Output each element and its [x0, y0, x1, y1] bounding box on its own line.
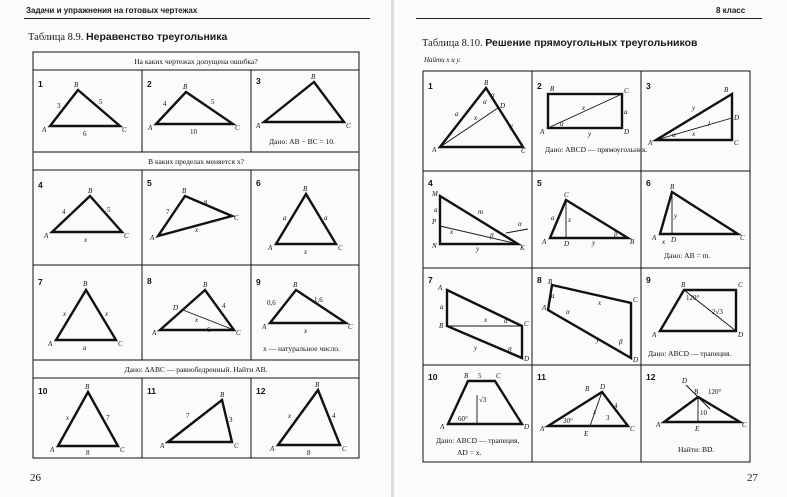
svg-text:D: D — [682, 377, 688, 385]
svg-text:x: x — [568, 216, 572, 224]
svg-text:l: l — [708, 120, 710, 128]
svg-text:x: x — [450, 228, 454, 236]
svg-text:C: C — [740, 234, 745, 242]
svg-text:a: a — [283, 214, 287, 222]
svg-text:B: B — [681, 281, 686, 289]
svg-text:A: A — [50, 446, 55, 454]
svg-text:x: x — [484, 316, 488, 324]
svg-text:4: 4 — [614, 402, 618, 410]
svg-text:5: 5 — [211, 98, 215, 106]
left-heading-1: На каких чертежах допущена ошибка? — [134, 57, 258, 66]
triangle-figure — [264, 82, 344, 122]
problem-number: 5 — [537, 178, 542, 188]
right-problem-2 — [537, 81, 648, 154]
right-running-header: 8 класс — [716, 6, 746, 15]
problem-caption: Дано: ABCD — трапеция. — [648, 349, 732, 358]
svg-text:√3: √3 — [479, 396, 487, 404]
svg-text:y: y — [592, 239, 596, 247]
left-page-number: 26 — [30, 472, 41, 484]
right-problem-6 — [646, 178, 745, 260]
svg-text:7: 7 — [186, 412, 190, 420]
svg-text:x: x — [195, 316, 199, 324]
svg-text:x: x — [582, 104, 586, 112]
svg-text:a: a — [455, 110, 459, 118]
triangle-figure — [160, 290, 234, 330]
right-problem-7 — [428, 275, 529, 363]
svg-text:A: A — [438, 284, 443, 292]
right-problem-9 — [646, 275, 743, 358]
svg-text:B: B — [630, 238, 635, 246]
svg-text:B: B — [439, 322, 444, 330]
svg-text:3: 3 — [229, 416, 233, 424]
svg-text:C: C — [342, 445, 347, 453]
svg-text:D: D — [564, 240, 570, 248]
svg-text:A: A — [440, 423, 445, 431]
svg-text:C: C — [346, 122, 351, 130]
svg-text:D: D — [173, 304, 179, 312]
svg-text:B: B — [484, 79, 489, 87]
svg-text:y: y — [692, 104, 696, 112]
svg-text:x: x — [105, 310, 109, 318]
left-problem-4 — [38, 180, 129, 244]
svg-text:1,6: 1,6 — [314, 296, 323, 304]
svg-text:D: D — [633, 356, 639, 364]
svg-text:C: C — [234, 442, 239, 450]
svg-text:x: x — [593, 408, 597, 416]
problem-caption-line2: AD = x. — [457, 448, 482, 457]
svg-text:B: B — [311, 73, 316, 81]
problem-number: 12 — [256, 386, 266, 396]
svg-text:A: A — [256, 122, 261, 130]
svg-text:x: x — [304, 248, 308, 256]
svg-text:B: B — [293, 281, 298, 289]
svg-text:y: y — [596, 336, 600, 344]
svg-text:y: y — [476, 245, 480, 253]
problem-caption: x — натуральное число. — [263, 344, 340, 353]
problem-caption: Дано: AB − BC = 10. — [269, 137, 335, 146]
svg-text:10: 10 — [700, 409, 707, 417]
right-problem-11 — [537, 372, 635, 438]
svg-text:5: 5 — [478, 372, 482, 380]
svg-text:a: a — [551, 214, 555, 222]
problem-number: 11 — [147, 386, 156, 396]
triangle-figure — [50, 90, 120, 126]
svg-text:7: 7 — [106, 414, 110, 422]
right-problem-5 — [537, 178, 635, 248]
triangle-figure — [440, 196, 518, 244]
svg-text:B: B — [585, 385, 590, 393]
svg-text:A: A — [652, 331, 657, 339]
svg-text:A: A — [542, 304, 547, 312]
svg-text:A: A — [648, 139, 653, 147]
left-problem-9 — [256, 277, 353, 353]
svg-text:D: D — [734, 114, 740, 122]
problem-number: 8 — [147, 276, 152, 286]
svg-text:7: 7 — [166, 208, 170, 216]
svg-text:3: 3 — [606, 414, 610, 422]
svg-text:60°: 60° — [458, 415, 468, 423]
svg-text:A: A — [542, 238, 547, 246]
left-problem-11 — [147, 386, 239, 450]
problem-number: 7 — [38, 277, 43, 287]
svg-text:A: A — [540, 425, 545, 433]
svg-text:5: 5 — [107, 206, 111, 214]
left-problem-7 — [38, 277, 123, 352]
svg-text:α: α — [491, 91, 495, 99]
svg-text:C: C — [564, 191, 569, 199]
svg-text:m: m — [478, 208, 484, 216]
svg-text:A: A — [656, 421, 661, 429]
right-problem-4 — [428, 178, 528, 253]
svg-text:β: β — [508, 346, 512, 354]
svg-text:C: C — [118, 340, 123, 348]
svg-text:C: C — [236, 329, 241, 337]
svg-text:A: A — [540, 128, 545, 136]
right-table-grid — [423, 71, 750, 462]
svg-text:x: x — [63, 310, 67, 318]
svg-text:8: 8 — [307, 449, 311, 457]
problem-number: 3 — [256, 76, 261, 86]
right-problem-1 — [428, 79, 526, 155]
problem-number: 7 — [428, 275, 433, 285]
left-problem-1 — [38, 79, 127, 138]
svg-text:C: C — [235, 124, 240, 132]
left-problem-3 — [255, 73, 351, 146]
svg-text:A: A — [652, 234, 657, 242]
svg-text:M: M — [432, 190, 438, 198]
svg-text:A: A — [42, 126, 47, 134]
svg-text:B: B — [670, 183, 675, 191]
problem-number: 8 — [537, 275, 542, 285]
svg-text:B: B — [315, 381, 320, 389]
svg-text:A: A — [270, 445, 275, 453]
left-table-number: Таблица 8.9. — [28, 32, 84, 43]
svg-text:A: A — [432, 146, 437, 154]
problem-number: 1 — [38, 79, 43, 89]
right-page-number: 27 — [747, 472, 758, 484]
svg-text:B: B — [74, 81, 79, 89]
problem-number: 6 — [256, 178, 261, 188]
problem-number: 10 — [428, 372, 438, 382]
right-problem-3 — [646, 81, 739, 147]
svg-text:a: a — [324, 214, 328, 222]
svg-text:C: C — [630, 425, 635, 433]
left-problem-6 — [256, 178, 343, 256]
svg-text:y: y — [474, 344, 478, 352]
svg-text:x: x — [288, 412, 292, 420]
svg-text:E: E — [584, 430, 589, 438]
svg-text:C: C — [496, 372, 501, 380]
problem-caption: Дано: ABCD — прямоугольник. — [545, 145, 648, 154]
left-problem-2 — [147, 79, 240, 136]
svg-text:B: B — [203, 281, 208, 289]
svg-text:6: 6 — [207, 326, 211, 334]
svg-text:x: x — [598, 299, 602, 307]
svg-text:a: a — [434, 206, 438, 214]
svg-text:10: 10 — [190, 128, 197, 136]
svg-text:a: a — [83, 344, 87, 352]
svg-text:A: A — [160, 442, 165, 450]
svg-text:6: 6 — [83, 130, 87, 138]
svg-text:C: C — [742, 421, 747, 429]
right-problem-10 — [428, 372, 529, 457]
problem-number: 10 — [38, 386, 48, 396]
svg-text:120°: 120° — [686, 294, 700, 302]
quadrilateral-figure — [548, 285, 631, 358]
left-problem-5 — [147, 178, 239, 242]
left-problem-10 — [38, 383, 125, 457]
svg-text:y: y — [510, 122, 514, 130]
svg-text:a: a — [551, 292, 555, 300]
right-table-name: Решение прямоугольных треугольников — [485, 37, 698, 49]
problem-number: 12 — [646, 372, 656, 382]
left-problem-12 — [256, 381, 347, 457]
svg-text:4: 4 — [332, 412, 336, 420]
problem-number: 5 — [147, 178, 152, 188]
svg-text:A: A — [48, 340, 53, 348]
left-heading-4: Дано: ΔABC — равнобедренный. Найти AB. — [124, 365, 268, 374]
svg-text:A: A — [262, 323, 267, 331]
svg-text:D: D — [524, 355, 530, 363]
svg-text:D: D — [624, 128, 630, 136]
right-instruction: Найти x и y. — [424, 56, 461, 64]
svg-text:B: B — [183, 83, 188, 91]
svg-text:x: x — [662, 238, 666, 246]
problem-caption: Найти: BD. — [678, 445, 715, 454]
svg-text:D: D — [738, 331, 744, 339]
left-running-header: Задачи и упражнения на готовых чертежах — [26, 6, 198, 15]
svg-text:P: P — [432, 218, 437, 226]
svg-text:K: K — [520, 244, 525, 252]
svg-text:x: x — [66, 414, 70, 422]
svg-text:β: β — [614, 230, 618, 238]
problem-number: 3 — [646, 81, 651, 91]
svg-text:C: C — [738, 281, 743, 289]
problem-number: 9 — [256, 277, 261, 287]
svg-text:x: x — [195, 226, 199, 234]
svg-text:4: 4 — [163, 100, 167, 108]
svg-text:a: a — [624, 108, 628, 116]
problem-number: 1 — [428, 81, 433, 91]
svg-text:C: C — [124, 232, 129, 240]
svg-text:C: C — [524, 320, 529, 328]
svg-text:C: C — [120, 446, 125, 454]
problem-number: 2 — [537, 81, 542, 91]
svg-text:C: C — [734, 139, 739, 147]
svg-text:0,6: 0,6 — [267, 299, 276, 307]
svg-text:α: α — [560, 120, 564, 128]
problem-caption: Дано: AB = m. — [664, 251, 711, 260]
svg-text:B: B — [220, 391, 225, 399]
svg-text:B: B — [464, 372, 469, 380]
problem-number: 9 — [646, 275, 651, 285]
right-problem-12 — [646, 372, 747, 454]
svg-text:α: α — [483, 98, 487, 106]
svg-text:B: B — [550, 85, 555, 93]
svg-text:A: A — [44, 232, 49, 240]
svg-text:120°: 120° — [708, 388, 722, 396]
svg-text:C: C — [234, 214, 239, 222]
problem-number: 2 — [147, 79, 152, 89]
svg-text:D: D — [524, 423, 530, 431]
svg-text:C: C — [348, 323, 353, 331]
problem-number: 6 — [646, 178, 651, 188]
svg-text:α: α — [672, 131, 676, 139]
svg-text:C: C — [122, 126, 127, 134]
right-problem-8 — [537, 275, 638, 364]
svg-text:x: x — [84, 236, 88, 244]
svg-text:B: B — [724, 86, 729, 94]
svg-text:N: N — [432, 242, 437, 250]
svg-text:C: C — [633, 296, 638, 304]
svg-text:x: x — [304, 327, 308, 335]
svg-text:B: B — [303, 185, 308, 193]
svg-text:3: 3 — [57, 102, 61, 110]
svg-text:D: D — [600, 383, 606, 391]
svg-text:β: β — [490, 232, 494, 240]
svg-text:β: β — [619, 338, 623, 346]
svg-text:B: B — [88, 187, 93, 195]
problem-number: 4 — [38, 180, 43, 190]
triangle-figure — [270, 290, 346, 323]
svg-text:30°: 30° — [563, 417, 573, 425]
problem-number: 4 — [428, 178, 433, 188]
svg-text:A: A — [150, 234, 155, 242]
svg-text:B: B — [182, 187, 187, 195]
svg-text:D: D — [671, 236, 677, 244]
svg-text:C: C — [624, 87, 629, 95]
svg-text:B: B — [83, 280, 88, 288]
svg-text:B: B — [548, 278, 553, 286]
svg-text:α: α — [566, 308, 570, 316]
left-problem-8 — [147, 276, 241, 337]
svg-text:y: y — [588, 130, 592, 138]
problem-number: 11 — [537, 372, 546, 382]
right-table-number: Таблица 8.10. — [422, 38, 483, 49]
svg-text:A: A — [152, 329, 157, 337]
svg-text:x: x — [692, 130, 696, 138]
left-table-name: Неравенство треугольника — [86, 31, 228, 43]
left-heading-2: В каких пределах меняется x? — [148, 157, 244, 166]
svg-text:8: 8 — [204, 199, 208, 207]
svg-text:x: x — [474, 114, 478, 122]
svg-text:A: A — [268, 244, 273, 252]
svg-text:B: B — [85, 383, 90, 391]
svg-text:A: A — [148, 124, 153, 132]
triangle-figure — [168, 400, 232, 442]
svg-text:5: 5 — [99, 98, 103, 106]
svg-text:4: 4 — [222, 302, 226, 310]
svg-text:a: a — [440, 303, 444, 311]
svg-text:C: C — [521, 147, 526, 155]
svg-text:2√3: 2√3 — [712, 308, 723, 316]
triangle-figure — [156, 92, 233, 124]
svg-text:C: C — [338, 244, 343, 252]
svg-text:α: α — [518, 220, 522, 228]
svg-text:4: 4 — [62, 208, 66, 216]
svg-text:D: D — [500, 102, 506, 110]
svg-text:B: B — [694, 388, 699, 396]
svg-text:y: y — [674, 212, 678, 220]
problem-caption: Дано: ABCD — трапеция, — [436, 436, 520, 445]
svg-text:E: E — [695, 425, 700, 433]
svg-text:8: 8 — [86, 449, 90, 457]
left-table-grid — [33, 52, 359, 458]
svg-text:α: α — [504, 317, 508, 325]
